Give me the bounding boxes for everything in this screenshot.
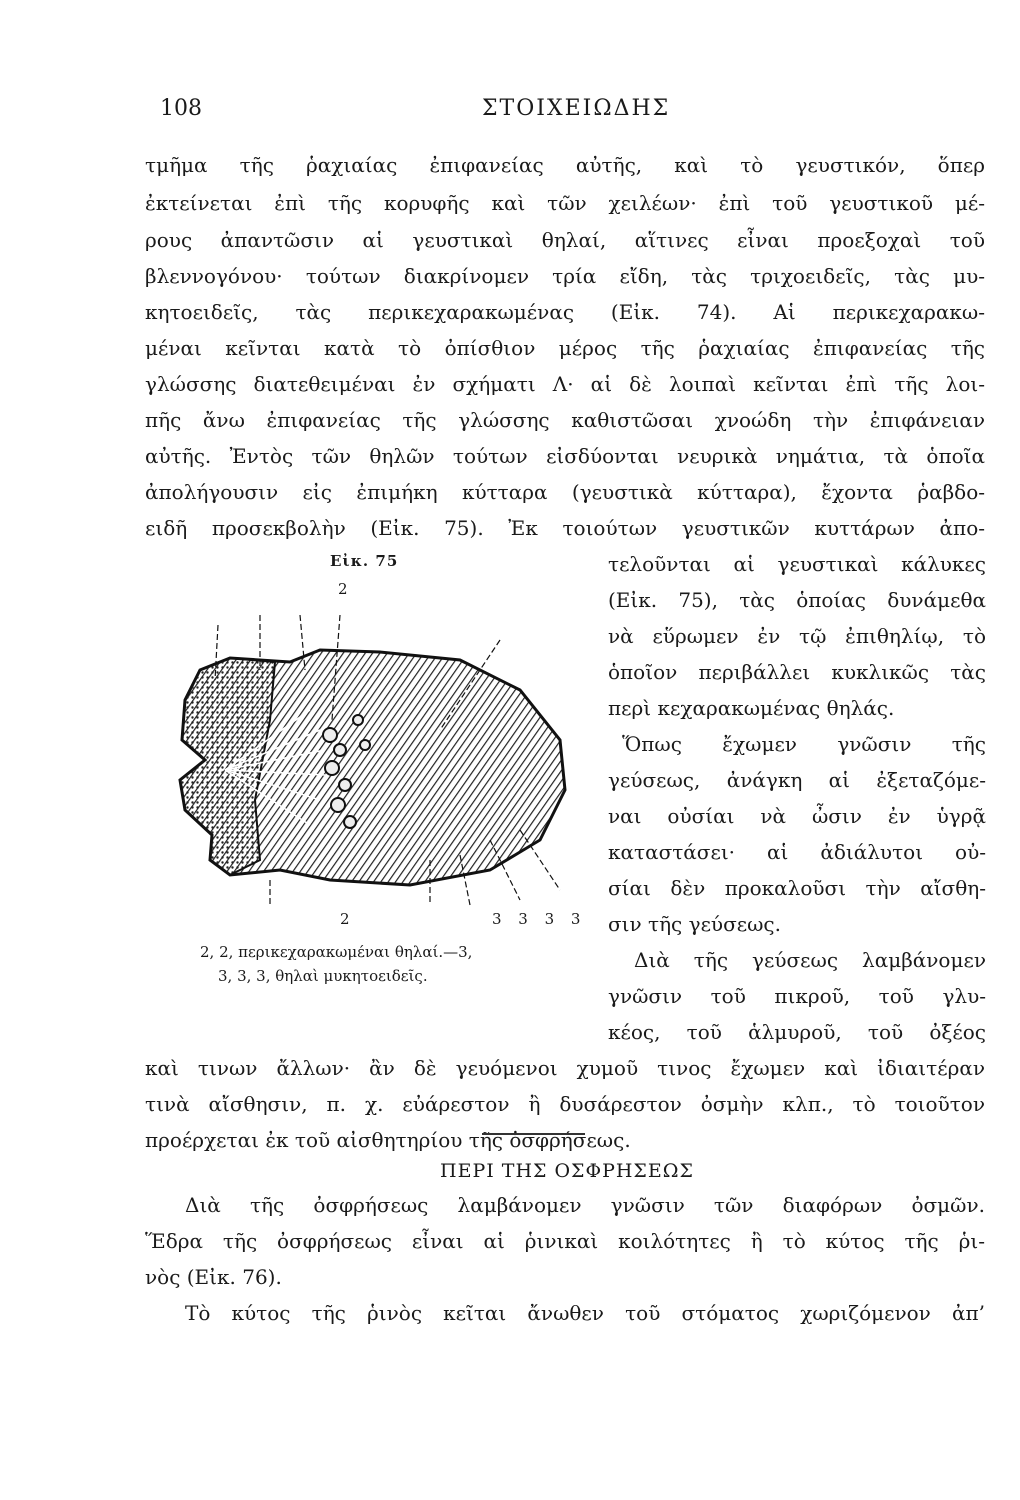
text-line: ἀπολήγουσιν εἰς ἐπιμήκη κύτταρα (γευστικὰ κύτταρα), ἔχοντα ῥαβδο- [145,480,985,504]
text-line: κέος, τοῦ ἁλμυροῦ, τοῦ ὀξέος [608,1020,986,1044]
text-line: ειδῆ προσεκβολὴν (Εἰκ. 75). Ἐκ τοιούτων γευστικῶν κυττάρων ἀπο- [145,516,985,540]
text-line: περὶ κεχαρακωμένας θηλάς. [608,696,895,720]
text-line: σίαι δὲν προκαλοῦσι τὴν αἴσθη- [608,876,986,900]
text-line: κητοειδεῖς, τὰς περικεχαρακωμένας (Εἰκ. 74). Αἱ περικεχαρακω- [145,300,985,324]
text-line: ὁποῖον περιβάλλει κυκλικῶς τὰς [608,660,986,684]
text-line: Διὰ τῆς γεύσεως λαμβάνομεν [634,948,986,972]
text-line: νὰ εὕρωμεν ἐν τῷ ἐπιθηλίῳ, τὸ [608,624,986,648]
figure-number-top: 2 [338,580,348,598]
text-line: γεύσεως, ἀνάγκη αἱ ἐξεταζόμε- [608,768,986,792]
text-line: Διὰ τῆς ὀσφρήσεως λαμβάνομεν γνῶσιν τῶν διαφόρων ὀσμῶν. [185,1193,985,1217]
text-line: σιν τῆς γεύσεως. [608,912,781,936]
text-line: ναι οὐσίαι νὰ ὦσιν ἐν ὑγρᾷ [608,804,986,828]
text-line: τελοῦνται αἱ γευστικαὶ κάλυκες [608,552,986,576]
text-line: τινὰ αἴσθησιν, π. χ. εὐάρεστον ἢ δυσάρεστον ὀσμὴν κλπ., τὸ τοιοῦτον [145,1092,985,1116]
text-line: Ἕδρα τῆς ὀσφρήσεως εἶναι αἱ ῥινικαὶ κοιλότητες ἢ τὸ κύτος τῆς ῥι- [145,1229,985,1253]
section-divider [482,1133,585,1135]
text-line: προέρχεται ἐκ τοῦ αἰσθητηρίου τῆς ὀσφρήσεως. [145,1128,631,1152]
text-line: γλώσσης διατεθειμέναι ἐν σχήματι Λ· αἱ δὲ λοιπαὶ κεῖνται ἐπὶ τῆς λοι- [145,372,985,396]
running-title: ΣΤΟΙΧΕΙΩΔΗΣ [482,96,671,121]
figure-caption-line2: 3, 3, 3, θηλαὶ μυκητοειδεῖς. [218,967,428,985]
text-line: καταστάσει· αἱ ἀδιάλυτοι οὐ- [608,840,986,864]
text-line: γνῶσιν τοῦ πικροῦ, τοῦ γλυ- [608,984,986,1008]
text-line: πῆς ἄνω ἐπιφανείας τῆς γλώσσης καθιστῶσαι χνοώδη τὴν ἐπιφάνειαν [145,408,985,432]
figure-label: Εἰκ. 75 [330,552,399,570]
text-line: Ὅπως ἔχωμεν γνῶσιν τῆς [622,732,986,756]
text-line: (Εἰκ. 75), τὰς ὁποίας δυνάμεθα [608,588,986,612]
text-line: τμῆμα τῆς ῥαχιαίας ἐπιφανείας αὐτῆς, καὶ τὸ γευστικόν, ὅπερ [145,153,985,177]
text-line: Τὸ κύτος τῆς ῥινὸς κεῖται ἄνωθεν τοῦ στόματος χωριζόμενον ἀπ’ [185,1301,985,1325]
figure-caption-line1: 2, 2, περικεχαρακωμέναι θηλαί.—3, [200,943,473,961]
text-line: βλεννογόνου· τούτων διακρίνομεν τρία εἴδη, τὰς τριχοειδεῖς, τὰς μυ- [145,264,985,288]
text-line: ἐκτείνεται ἐπὶ τῆς κορυφῆς καὶ τῶν χειλέων· ἐπὶ τοῦ γευστικοῦ μέ- [145,191,985,215]
tongue-illustration [160,600,600,920]
text-line: αὐτῆς. Ἐντὸς τῶν θηλῶν τούτων εἰσδύονται νευρικὰ νημάτια, τὰ ὁποῖα [145,444,985,468]
section-title: ΠΕΡΙ ΤΗΣ ΟΣΦΡΗΣΕΩΣ [440,1160,694,1182]
text-line: νὸς (Εἰκ. 76). [145,1265,282,1289]
text-line: μέναι κεῖνται κατὰ τὸ ὀπίσθιον μέρος τῆς ῥαχιαίας ἐπιφανείας τῆς [145,336,985,360]
page-number: 108 [160,96,202,121]
text-line: καὶ τινων ἄλλων· ἂν δὲ γευόμενοι χυμοῦ τινος ἔχωμεν καὶ ἰδιαιτέραν [145,1056,985,1080]
figure-number-bottom-right: 3 3 3 3 [492,910,587,928]
figure-number-bottom-left: 2 [340,910,350,928]
text-line: ρους ἀπαντῶσιν αἱ γευστικαὶ θηλαί, αἵτινες εἶναι προεξοχαὶ τοῦ [145,228,985,252]
